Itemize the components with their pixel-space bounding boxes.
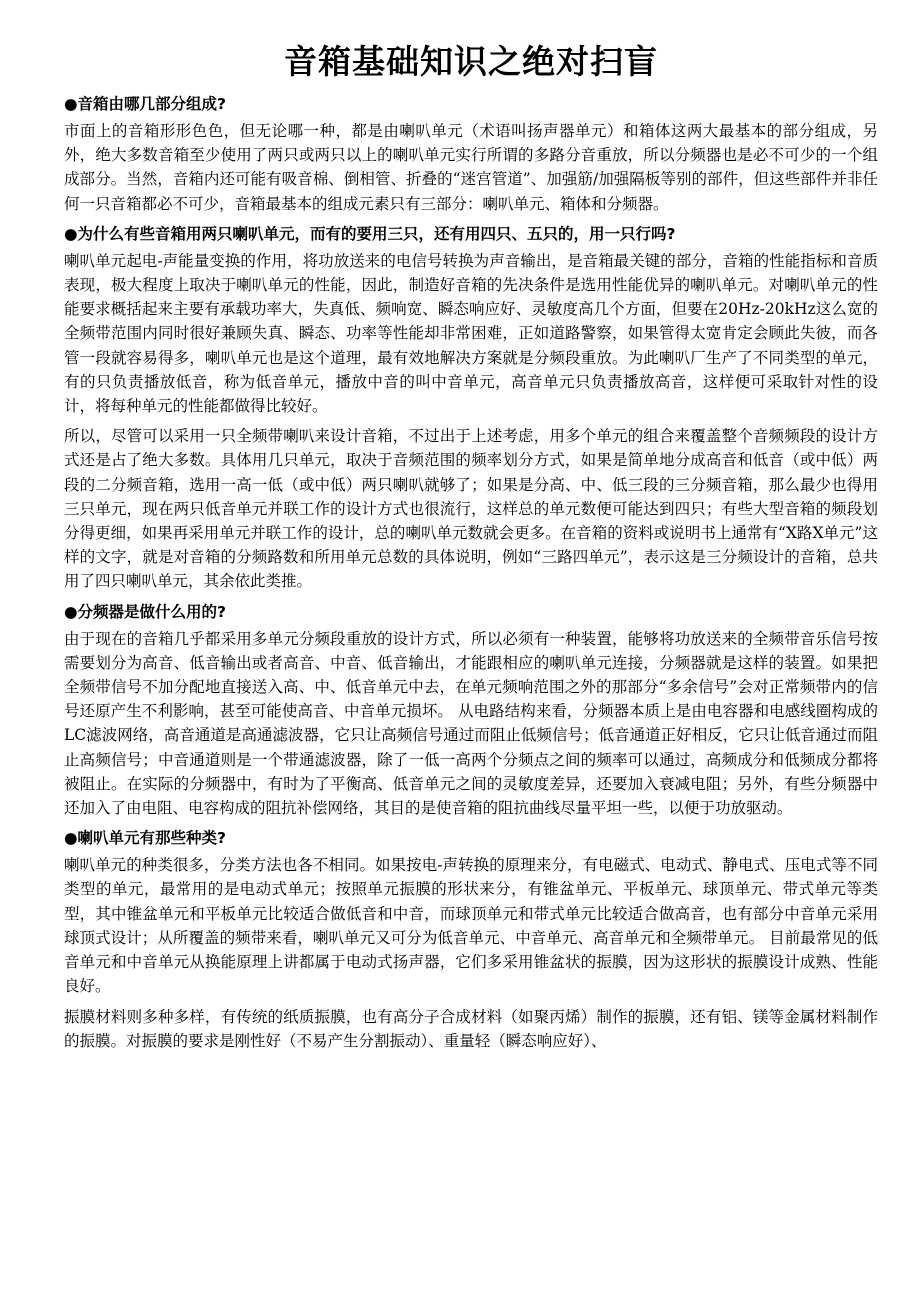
section-driver-types [64,826,878,1053]
section-heading: ●喇叭单元有那些种类? [64,829,227,848]
section-paragraph: 振膜材料则多种多样，有传统的纸质振膜，也有高分子合成材料（如聚丙烯）制作的振膜，还有铝、镁等金属材料制作的振膜。对振膜的要求是刚性好（不易产生分割振动）、重量轻（瞬态响应好）、 [64,1007,878,1050]
section-paragraph: 所以，尽管可以采用一只全频带喇叭来设计音箱，不过出于上述考虑，用多个单元的组合来覆盖整个音频频段的设计方式还是占了绝大多数。具体用几只单元，取决于音频范围的频率划分方式，如果是简单地分成高音和低音（或中低）两段的二分频音箱，选用一高一低（或中低）两只喇叭就够了；如果是分高、中、低三段的三分频音箱，那么最少也得用三只单元，现在两只低音单元并联工作的设计方式也很流行，这样总的单元数便可能达到四只；有些大型音箱的频段划分得更细，如果再采用单元并联工作的设计，总的喇叭单元数就会更多。在音箱的资料或说明书上通常有“X路X单元”这样的文字，就是对音箱的分频路数和所用单元总数的具体说明，例如“三路四单元”，表示这是三分频设计的音箱，总共用了四只喇叭单元，其余依此类推。 [64,427,878,591]
section-driver-count [64,222,878,594]
section-paragraph: 市面上的音箱形形色色，但无论哪一种，都是由喇叭单元（术语叫扬声器单元）和箱体这两大最基本的部分组成，另外，绝大多数音箱至少使用了两只或两只以上的喇叭单元实行所谓的多路分音重放，所以分频器也是必不可少的一个组成部分。当然，音箱内还可能有吸音棉、倒相管、折叠的“迷宫管道”、加强筋/加强隔板等别的部件，但这些部件并非任何一只音箱都必不可少，音箱最基本的组成元素只有三部分：喇叭单元、箱体和分频器。 [64,122,878,213]
document-page [64,40,878,1059]
section-crossover [64,600,878,821]
section-heading: ●分频器是做什么用的? [64,602,227,621]
document-title: 音箱基础知识之绝对扫盲 [284,42,658,81]
section-paragraph: 喇叭单元的种类很多，分类方法也各不相同。如果按电-声转换的原理来分，有电磁式、电动式、静电式、压电式等不同类型的单元，最常用的是电动式单元；按照单元振膜的形状来分，有锥盆单元、平板单元、球顶单元、带式单元等类型，其中锥盆单元和平板单元比较适合做低音和中音，而球顶单元和带式单元比较适合做高音，也有部分中音单元采用球顶式设计；从所覆盖的频带来看，喇叭单元又可分为低音单元、中音单元、高音单元和全频带单元。 目前最常见的低音单元和中音单元从换能原理上讲都属于电动式扬声器，它们多采用锥盆状的振膜，因为这形状的振膜设计成熟、性能良好。 [64,856,878,996]
section-heading: ●音箱由哪几部分组成? [64,95,227,113]
section-heading: ●为什么有些音箱用两只喇叭单元，而有的要用三只，还有用四只、五只的，用一只行吗? [64,224,676,243]
section-paragraph: 由于现在的音箱几乎都采用多单元分频段重放的设计方式，所以必须有一种装置，能够将功放送来的全频带音乐信号按需要划分为高音、低音输出或者高音、中音、低音输出，才能跟相应的喇叭单元连接，分频器就是这样的装置。如果把全频带信号不加分配地直接送入高、中、低音单元中去，在单元频响范围之外的那部分“多余信号”会对正常频带内的信号还原产生不利影响，甚至可能使高音、中音单元损坏。 从电路结构来看，分频器本质上是由电容器和电感线圈构成的LC滤波网络，高音通道是高通滤波器，它只让高频信号通过而阻止低频信号；低音通道正好相反，它只让低音通过而阻止高频信号；中音通道则是一个带通滤波器，除了一低一高两个分频点之间的频率可以通过，高频成分和低频成分都将被阻止。在实际的分频器中，有时为了平衡高、低音单元之间的灵敏度差异，还要加入衰减电阻；另外，有些分频器中还加入了由电阻、电容构成的阻抗补偿网络，其目的是使音箱的阻抗曲线尽量平坦一些，以便于功放驱动。 [64,629,878,818]
section-composition [64,92,878,216]
section-paragraph: 喇叭单元起电-声能量变换的作用，将功放送来的电信号转换为声音输出，是音箱最关键的部分，音箱的性能指标和音质表现，极大程度上取决于喇叭单元的性能，因此，制造好音箱的先决条件是选用性能优异的喇叭单元。对喇叭单元的性能要求概括起来主要有承载功率大，失真低、频响宽、瞬态响应好、灵敏度高几个方面，但要在20Hz-20kHz这么宽的全频带范围内同时很好兼顾失真、瞬态、功率等性能却非常困难，正如道路警察，如果管得太宽肯定会顾此失彼，而各管一段就容易得多，喇叭单元也是这个道理，最有效地解决方案就是分频段重放。为此喇叭厂生产了不同类型的单元，有的只负责播放低音，称为低音单元，播放中音的叫中音单元，高音单元只负责播放高音，这样便可采取针对性的设计，将每种单元的性能都做得比较好。 [64,251,878,416]
